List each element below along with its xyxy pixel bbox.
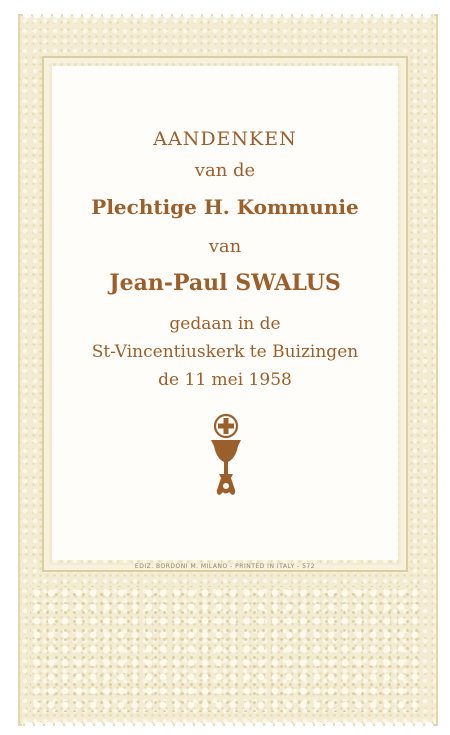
text-van-de: van de bbox=[194, 160, 256, 181]
text-van: van bbox=[208, 236, 242, 257]
heading-aandenken: AANDENKEN bbox=[153, 128, 297, 150]
lace-pattern-band bbox=[30, 586, 420, 712]
date-text: de 11 mei 1958 bbox=[158, 370, 292, 390]
communicant-name: Jean-Paul SWALUS bbox=[109, 270, 341, 296]
top-scallop-edge bbox=[22, 14, 434, 24]
occasion-title: Plechtige H. Kommunie bbox=[91, 195, 359, 219]
church-name: St-Vincentiuskerk te Buizingen bbox=[91, 342, 359, 362]
printer-imprint: EDIZ. BORDONI M. MILANO - PRINTED IN ITALY - 572 bbox=[134, 563, 316, 570]
chalice-with-host-icon bbox=[205, 412, 247, 504]
bottom-scallop-edge bbox=[22, 716, 434, 726]
text-gedaan-in-de: gedaan in de bbox=[169, 314, 281, 334]
